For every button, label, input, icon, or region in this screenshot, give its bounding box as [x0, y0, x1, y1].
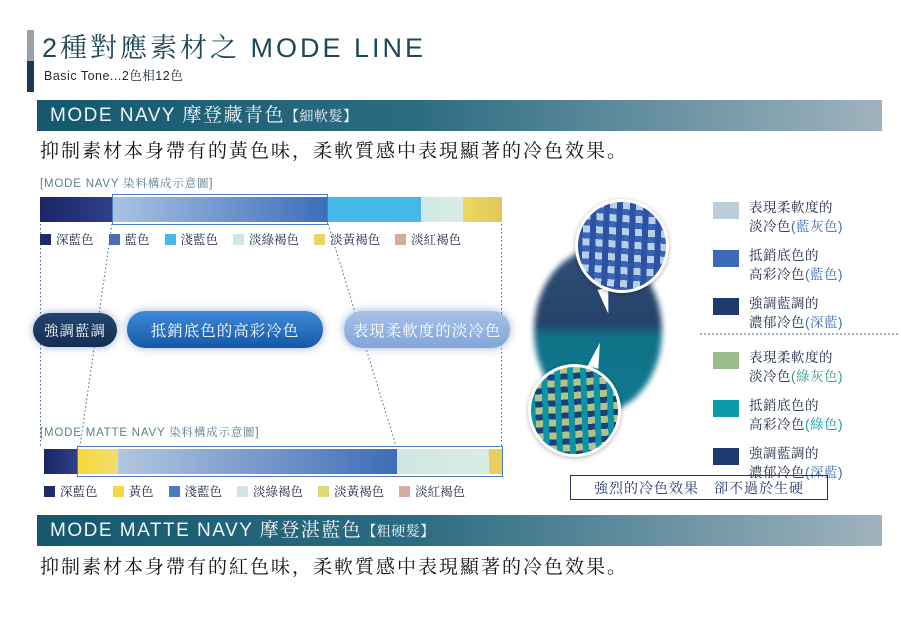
color-swatch	[713, 250, 739, 267]
legend-swatch	[40, 234, 51, 245]
bar-segment	[463, 197, 502, 222]
legend-swatch	[169, 486, 180, 497]
color-swatch	[713, 448, 739, 465]
legend-label: 淺藍色	[184, 485, 223, 499]
legend-swatch	[113, 486, 124, 497]
color-effect-item	[713, 246, 899, 284]
legend-label: 深藍色	[60, 485, 98, 499]
legend-item	[113, 482, 154, 500]
color-name-paren: (藍色)	[805, 267, 843, 283]
legend-item	[318, 482, 384, 500]
legend-label: 淡黃褐色	[330, 233, 381, 247]
section-header-hairtype: 【細軟髮】	[285, 108, 358, 124]
pill-high-chroma-cool: 抵銷底色的高彩冷色	[127, 311, 323, 348]
color-effect-item	[713, 348, 899, 386]
section-header-hairtype: 【粗硬髮】	[362, 523, 435, 539]
color-effect-list-blue	[713, 198, 899, 342]
legend-label: 淺藍色	[180, 233, 219, 247]
color-effect-label: 抵銷底色的 高彩冷色(藍色)	[749, 248, 843, 283]
legend-item	[314, 230, 380, 248]
color-effect-label: 表現柔軟度的 淡冷色(藍灰色)	[749, 200, 843, 235]
color-name-paren: (深藍)	[805, 315, 843, 331]
bar-segment	[397, 449, 489, 474]
pill-soft-pale-cool: 表現柔軟度的淡冷色	[344, 311, 510, 348]
legend-label: 淡黃褐色	[334, 485, 385, 499]
color-name-paren: (綠色)	[805, 417, 843, 433]
section-description: 抑制素材本身帶有的黃色味，柔軟質感中表現顯著的冷色效果。	[40, 141, 629, 162]
legend-label: 淡紅褐色	[415, 485, 466, 499]
dotted-separator	[700, 333, 898, 335]
color-effect-label: 表現柔軟度的 淡冷色(綠灰色)	[749, 350, 843, 385]
legend-item	[233, 230, 299, 248]
legend-swatch	[318, 486, 329, 497]
legend-swatch	[44, 486, 55, 497]
legend-label: 黃色	[128, 485, 154, 499]
legend-swatch	[237, 486, 248, 497]
bar-segment	[489, 449, 503, 474]
result-note-box: 強烈的冷色效果 卻不過於生硬	[570, 475, 828, 500]
color-effect-item	[713, 198, 899, 236]
bar-segment	[112, 197, 328, 222]
color-name-paren: (綠灰色)	[791, 369, 843, 385]
color-effect-item	[713, 294, 899, 332]
bar-segment	[77, 449, 118, 474]
color-swatch	[713, 400, 739, 417]
color-swatch	[713, 298, 739, 315]
color-name-paren: (深藍)	[805, 465, 843, 481]
fabric-zoom-circle-navy	[575, 199, 669, 293]
legend-label: 淡紅褐色	[411, 233, 462, 247]
legend-label: 淡綠褐色	[249, 233, 300, 247]
color-effect-label: 強調藍調的 濃郁冷色(深藍)	[749, 446, 843, 481]
legend-swatch	[399, 486, 410, 497]
color-swatch	[713, 202, 739, 219]
section-header-text: MODE NAVY 摩登藏青色	[50, 105, 286, 126]
legend-swatch	[165, 234, 176, 245]
legend-mode-navy	[40, 230, 461, 248]
color-effect-label: 抵銷底色的 高彩冷色(綠色)	[749, 398, 843, 433]
color-effect-list-green	[713, 348, 899, 492]
diagram-caption-mode-matte-navy: [MODE MATTE NAVY 染料構成示意圖]	[40, 427, 260, 439]
legend-mode-matte-navy	[44, 482, 465, 500]
legend-label: 深藍色	[56, 233, 94, 247]
legend-item	[44, 482, 98, 500]
color-name-paren: (藍灰色)	[791, 219, 843, 235]
dye-composition-bar-mode-navy	[40, 197, 502, 222]
pill-emphasize-blue: 強調藍調	[33, 313, 117, 347]
legend-label: 藍色	[124, 233, 150, 247]
color-swatch	[713, 352, 739, 369]
legend-item	[165, 230, 219, 248]
legend-item	[237, 482, 303, 500]
bar-segment	[421, 197, 463, 222]
legend-label: 淡綠褐色	[253, 485, 304, 499]
legend-swatch	[395, 234, 406, 245]
bar-segment	[40, 197, 112, 222]
color-effect-label: 強調藍調的 濃郁冷色(深藍)	[749, 296, 843, 331]
legend-item	[399, 482, 465, 500]
legend-swatch	[233, 234, 244, 245]
bar-segment	[118, 449, 397, 474]
legend-item	[169, 482, 223, 500]
color-effect-item	[713, 396, 899, 434]
legend-swatch	[314, 234, 325, 245]
page-subtitle: Basic Tone...2色相12色	[44, 69, 184, 83]
fabric-zoom-circle-teal	[528, 364, 621, 457]
page-title: 2種對應素材之 MODE LINE	[42, 33, 427, 63]
section-description: 抑制素材本身帶有的紅色味，柔軟質感中表現顯著的冷色效果。	[40, 557, 629, 578]
diagram-caption-mode-navy: [MODE NAVY 染料構成示意圖]	[40, 178, 214, 190]
bar-segment	[44, 449, 77, 474]
legend-item	[109, 230, 150, 248]
dye-composition-bar-mode-matte-navy	[44, 449, 503, 474]
legend-swatch	[109, 234, 120, 245]
legend-item	[40, 230, 94, 248]
bar-segment	[328, 197, 421, 222]
legend-item	[395, 230, 461, 248]
section-header-text: MODE MATTE NAVY 摩登湛藍色	[50, 520, 363, 541]
